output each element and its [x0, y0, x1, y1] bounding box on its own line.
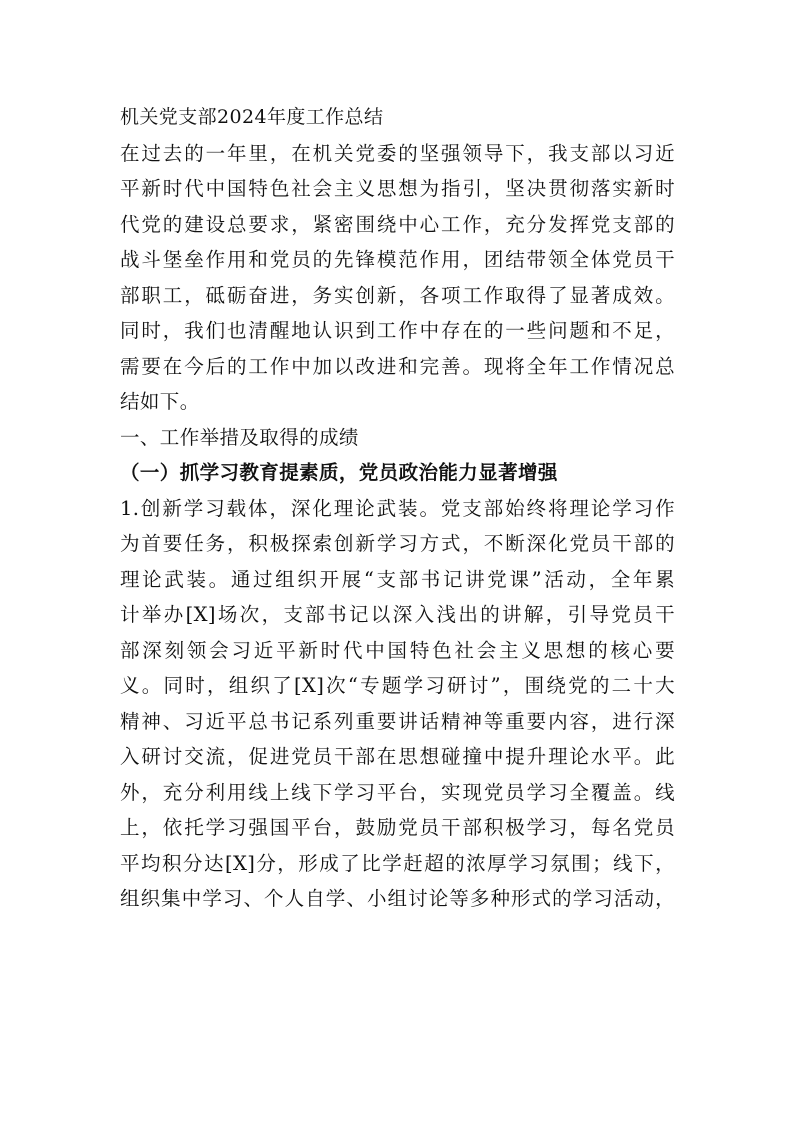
paragraph-line: 战斗堡垒作用和党员的先锋模范作用，团结带领全体党员干 — [120, 248, 675, 271]
paragraph-line: 外，充分利用线上线下学习平台，实现党员学习全覆盖。线 — [120, 780, 675, 804]
document-title: 机关党支部2024年度工作总结 — [120, 106, 384, 128]
paragraph-line: 组织集中学习、个人自学、小组讨论等多种形式的学习活动， — [120, 887, 675, 910]
paragraph-line: 部职工，砥砺奋进，务实创新，各项工作取得了显著成效。 — [120, 283, 675, 307]
intro-paragraph — [120, 136, 675, 420]
paragraph-line: 1.创新学习载体，深化理论武装。党支部始终将理论学习作 — [120, 496, 675, 520]
section-heading-1: 一、工作举措及取得的成绩 — [120, 425, 359, 449]
document-page — [120, 100, 675, 917]
paragraph-line: 为首要任务，积极探索创新学习方式，不断深化党员干部的 — [120, 532, 675, 555]
body-paragraph — [120, 491, 675, 917]
paragraph-line: 同时，我们也清醒地认识到工作中存在的一些问题和不足， — [120, 319, 675, 342]
paragraph-line: 计举办[X]场次，支部书记以深入浅出的讲解，引导党员干 — [120, 603, 675, 626]
paragraph-line: 精神、习近平总书记系列重要讲话精神等重要内容，进行深 — [120, 709, 675, 733]
paragraph-line: 平均积分达[X]分，形成了比学赶超的浓厚学习氛围；线下， — [120, 851, 675, 875]
paragraph-line: 需要在今后的工作中加以改进和完善。现将全年工作情况总 — [120, 354, 675, 378]
paragraph-line: 代党的建设总要求，紧密围绕中心工作，充分发挥党支部的 — [120, 212, 675, 236]
paragraph-line: 平新时代中国特色社会主义思想为指引，坚决贯彻落实新时 — [120, 177, 675, 200]
paragraph-line: 上，依托学习强国平台，鼓励党员干部积极学习，每名党员 — [120, 816, 675, 839]
paragraph-line: 义。同时，组织了[X]次“专题学习研讨”，围绕党的二十大 — [120, 674, 675, 697]
section-heading-2: （一）抓学习教育提素质，党员政治能力显著增强 — [120, 461, 558, 484]
paragraph-line: 结如下。 — [120, 390, 200, 413]
paragraph-line: 入研讨交流，促进党员干部在思想碰撞中提升理论水平。此 — [120, 745, 675, 768]
paragraph-line: 理论武装。通过组织开展“支部书记讲党课”活动，全年累 — [120, 567, 675, 591]
paragraph-line: 在过去的一年里，在机关党委的坚强领导下，我支部以习近 — [120, 141, 675, 165]
paragraph-line: 部深刻领会习近平新时代中国特色社会主义思想的核心要 — [120, 638, 675, 662]
